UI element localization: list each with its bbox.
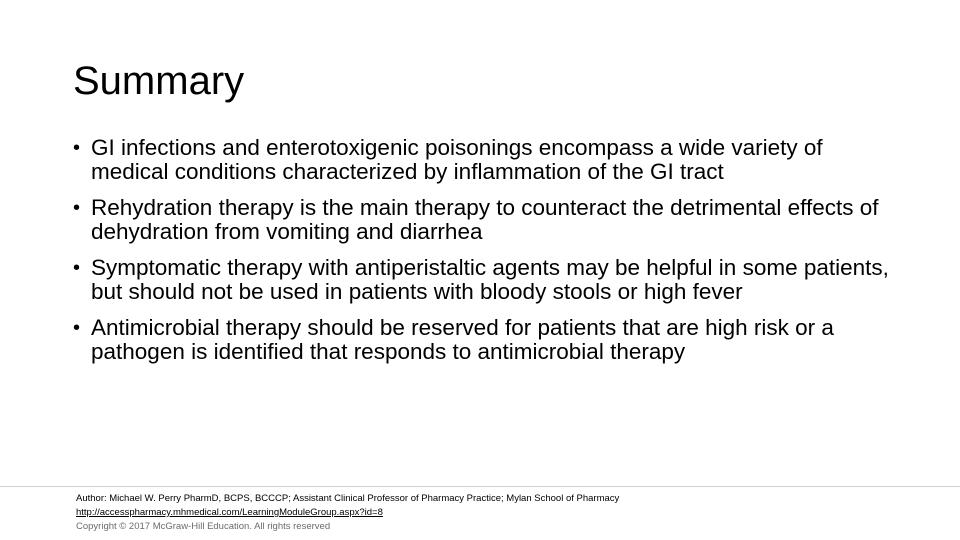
footer-author: Author: Michael W. Perry PharmD, BCPS, BCCCP; Assistant Clinical Professor of Pharmacy Practice; Mylan School of Pharmacy — [76, 493, 620, 504]
footer — [76, 492, 936, 534]
footer-copyright: Copyright © 2017 McGraw-Hill Education. All rights reserved — [76, 521, 331, 532]
bullet-marker: • — [73, 137, 81, 159]
bullet-item — [73, 196, 903, 244]
bullet-list — [73, 136, 903, 376]
bullet-text: GI infections and enterotoxigenic poisonings encompass a wide variety of medical conditions characterized by inflammation of the GI tract — [91, 135, 823, 184]
bullet-marker: • — [73, 317, 81, 339]
slide-title: Summary — [73, 59, 245, 103]
bullet-text: Symptomatic therapy with antiperistaltic agents may be helpful in some patients, but should not be used in patients with bloody stools or high fever — [91, 255, 889, 304]
bullet-marker: • — [73, 257, 81, 279]
footer-link[interactable]: http://accesspharmacy.mhmedical.com/LearningModuleGroup.aspx?id=8 — [76, 507, 383, 518]
footer-divider — [0, 486, 960, 487]
bullet-item — [73, 256, 903, 304]
bullet-text: Rehydration therapy is the main therapy to counteract the detrimental effects of dehydration from vomiting and diarrhea — [91, 195, 879, 244]
bullet-item — [73, 136, 903, 184]
bullet-marker: • — [73, 197, 81, 219]
bullet-item — [73, 316, 903, 364]
bullet-text: Antimicrobial therapy should be reserved for patients that are high risk or a pathogen is identified that responds to antimicrobial therapy — [91, 315, 834, 364]
